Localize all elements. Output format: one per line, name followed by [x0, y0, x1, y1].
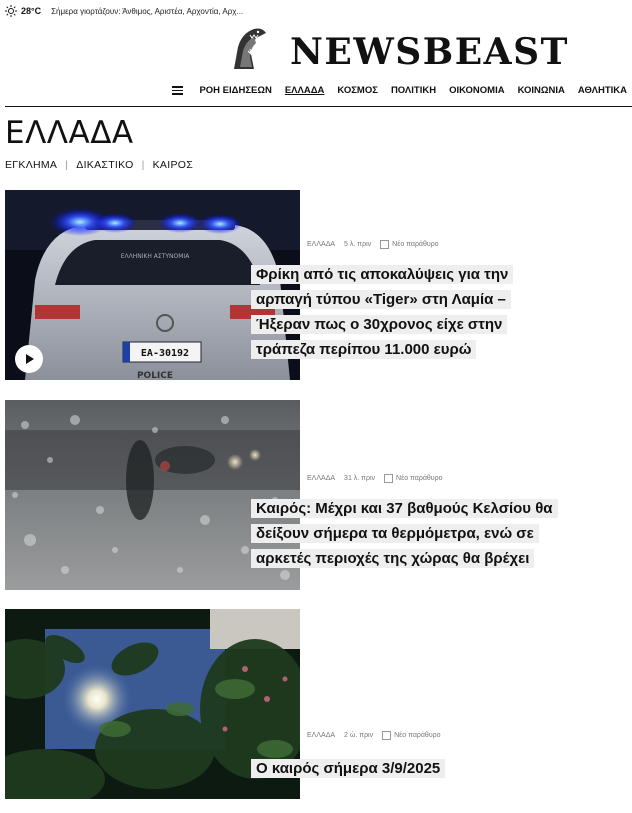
nav-item-news-feed[interactable]: ΡΟΗ ΕΙΔΗΣΕΩΝ [199, 84, 272, 96]
article-time: 2 ώ. πριν [344, 732, 374, 739]
nav-item-sports[interactable]: ΑΘΛΗΤΙΚΑ [577, 84, 627, 96]
headline-line: αρκετές περιοχές της χώρας θα βρέχει [251, 549, 534, 568]
article-card [5, 609, 627, 799]
new-window-link[interactable]: Νέο παράθυρο [396, 475, 443, 482]
nav-divider [5, 106, 632, 107]
subnav-item-judicial[interactable]: ΔΙΚΑΣΤΙΚΟ [76, 159, 134, 171]
article-card [5, 190, 627, 380]
logo-wordmark: NEWSBEAST [290, 30, 569, 73]
site-logo[interactable] [228, 27, 569, 76]
article-category[interactable]: ΕΛΛΑΔΑ [307, 475, 336, 482]
article-headline[interactable] [251, 262, 513, 362]
headline-line: Καιρός: Μέχρι και 37 βαθμούς Κελσίου θα [251, 499, 558, 518]
subnav-item-weather[interactable]: ΚΑΙΡΟΣ [152, 159, 194, 171]
new-window-icon[interactable] [380, 240, 389, 249]
headline-line: Ο καιρός σήμερα 3/9/2025 [251, 759, 445, 778]
article-headline[interactable] [251, 496, 558, 571]
svg-text:POLICE: POLICE [136, 371, 174, 380]
nav-item-politics[interactable]: ΠΟΛΙΤΙΚΗ [390, 84, 437, 96]
svg-text:ΕΛΛΗΝΙΚΗ ΑΣΤΥΝΟΜΙΑ: ΕΛΛΗΝΙΚΗ ΑΣΤΥΝΟΜΙΑ [120, 253, 190, 260]
nav-item-society[interactable]: ΚΟΙΝΩΝΙΑ [517, 84, 565, 96]
article-meta [307, 240, 448, 249]
license-plate-text: ΕΑ-30192 [140, 348, 190, 359]
headline-line: αρπαγή τύπου «Tiger» στη Λαμία – [251, 290, 511, 309]
article-time: 5 λ. πριν [344, 241, 372, 248]
subnav-separator: | [65, 159, 69, 171]
article-meta [307, 474, 451, 483]
article-time: 31 λ. πριν [344, 475, 376, 482]
nav-item-economy[interactable]: ΟΙΚΟΝΟΜΙΑ [449, 84, 505, 96]
hamburger-menu-icon[interactable] [172, 84, 183, 97]
new-window-link[interactable]: Νέο παράθυρο [394, 732, 441, 739]
headline-line: δείξουν σήμερα τα θερμόμετρα, ενώ σε [251, 524, 539, 543]
temperature: 28°C [21, 6, 42, 16]
subnav-separator: | [141, 159, 145, 171]
headline-line: τράπεζα περίπου 11.000 ευρώ [251, 340, 476, 359]
subnav-item-crime[interactable]: ΕΓΚΛΗΜΑ [5, 159, 58, 171]
article-category[interactable]: ΕΛΛΑΔΑ [307, 732, 336, 739]
top-bar [5, 4, 243, 18]
headline-line: Ήξεραν πως ο 30χρονος είχε στην [251, 315, 507, 334]
article-meta [307, 731, 450, 740]
new-window-icon[interactable] [382, 731, 391, 740]
sun-icon [5, 5, 17, 17]
main-nav [172, 84, 627, 97]
article-category[interactable]: ΕΛΛΑΔΑ [307, 241, 336, 248]
namedays-text[interactable]: Σήμερα γιορτάζουν: Άνθιμος, Αριστέα, Αρχοντία, Αρχ... [51, 6, 244, 16]
nav-item-greece[interactable]: ΕΛΛΑΔΑ [284, 84, 325, 96]
section-title: ΕΛΛΑΔΑ [5, 115, 134, 151]
shark-logo-icon [228, 27, 268, 76]
play-icon[interactable] [15, 345, 43, 373]
article-card [5, 400, 627, 590]
article-headline[interactable] [251, 756, 445, 781]
headline-line: Φρίκη από τις αποκαλύψεις για την [251, 265, 513, 284]
new-window-link[interactable]: Νέο παράθυρο [392, 241, 439, 248]
new-window-icon[interactable] [384, 474, 393, 483]
nav-item-world[interactable]: ΚΟΣΜΟΣ [337, 84, 378, 96]
section-subnav [5, 159, 193, 171]
